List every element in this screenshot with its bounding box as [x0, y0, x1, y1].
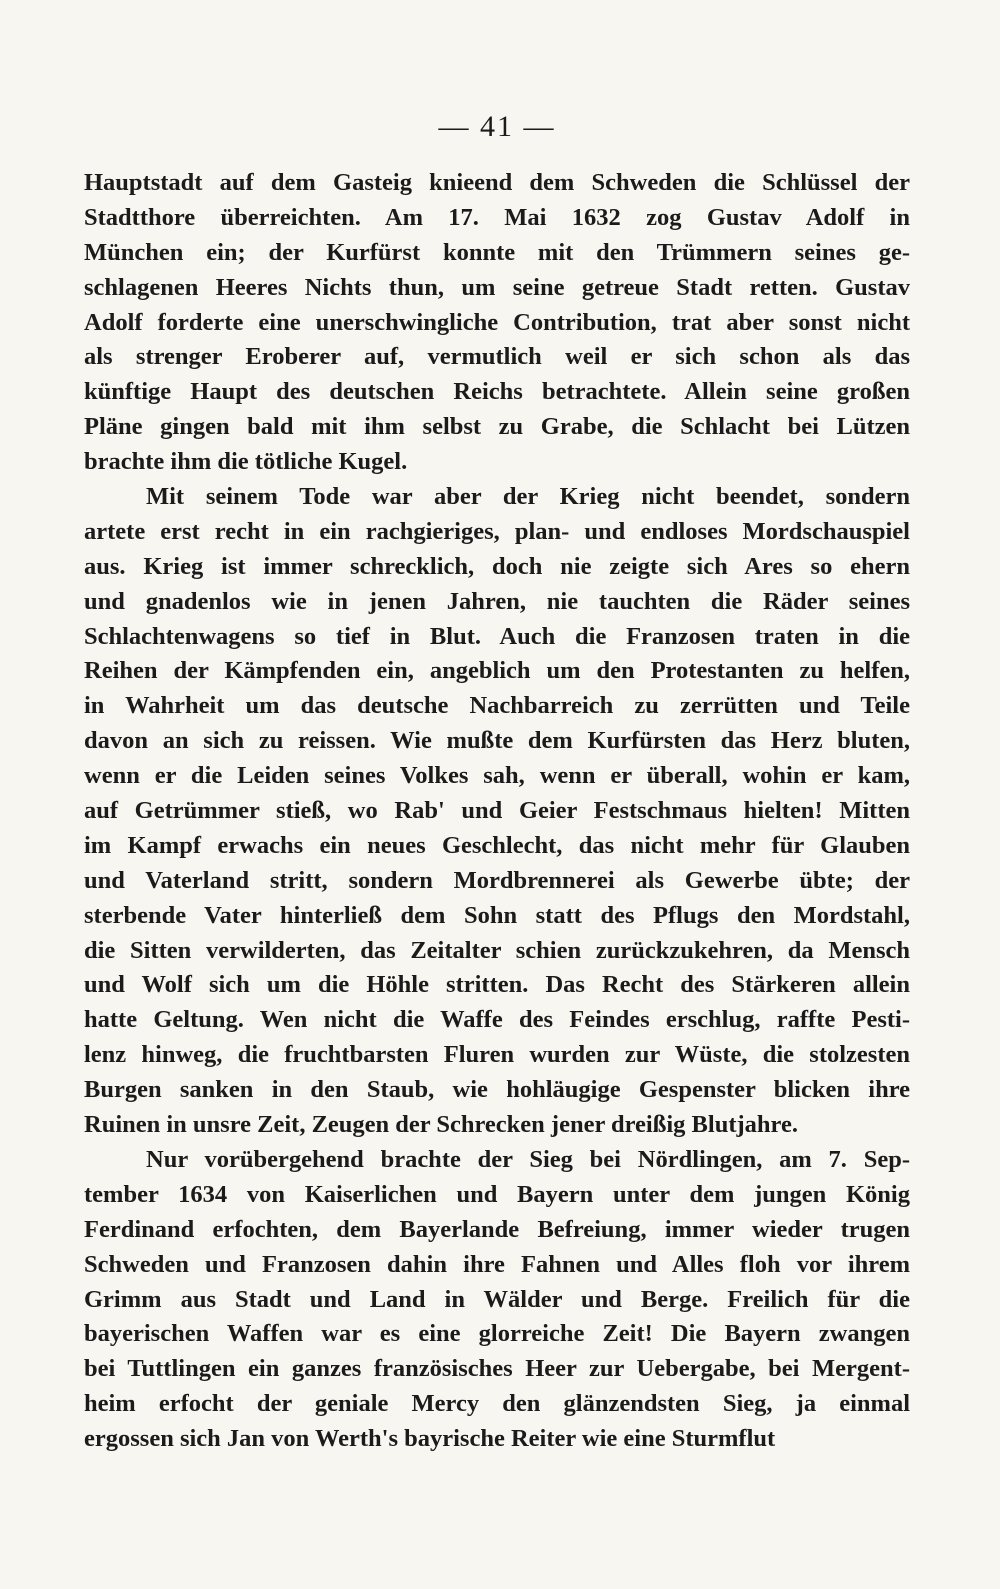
text-line: heim erfocht der geniale Mercy den glänzendsten Sieg, ja einmal — [84, 1390, 910, 1418]
text-line: bayerischen Waffen war es eine glorreiche Zeit! Die Bayern zwangen — [84, 1320, 910, 1348]
text-line: artete erst recht in ein rachgieriges, plan- und endloses Mordschauspiel — [84, 517, 910, 545]
text-line: in Wahrheit um das deutsche Nachbarreich zu zerrütten und Teile — [84, 692, 910, 720]
text-line: München ein; der Kurfürst konnte mit den Trümmern seines ge- — [84, 238, 910, 266]
text-line: und Wolf sich um die Höhle stritten. Das Recht des Stärkeren allein — [84, 971, 910, 999]
text-line: künftige Haupt des deutschen Reichs betrachtete. Allein seine großen — [84, 378, 910, 406]
text-line: und Vaterland stritt, sondern Mordbrennerei als Gewerbe übte; der — [84, 866, 910, 894]
text-line: davon an sich zu reissen. Wie mußte dem Kurfürsten das Herz bluten, — [84, 727, 910, 755]
text-line: Schlachtenwagens so tief in Blut. Auch die Franzosen traten in die — [84, 622, 910, 650]
book-page — [84, 110, 910, 1457]
page-number: — 41 — — [438, 110, 556, 143]
text-line: hatte Geltung. Wen nicht die Waffe des Feindes erschlug, raffte Pesti- — [84, 1006, 910, 1034]
paragraph — [84, 166, 910, 480]
text-line: Ruinen in unsre Zeit, Zeugen der Schrecken jener dreißig Blutjahre. — [84, 1111, 798, 1139]
text-line: Ferdinand erfochten, dem Bayerlande Befreiung, immer wieder trugen — [84, 1215, 910, 1243]
text-line: Grimm aus Stadt und Land in Wälder und Berge. Freilich für die — [84, 1285, 910, 1313]
text-line: Mit seinem Tode war aber der Krieg nicht beendet, sondern — [146, 483, 910, 511]
text-line: ergossen sich Jan von Werth's bayrische Reiter wie eine Sturmflut — [84, 1425, 776, 1453]
body-text — [84, 166, 910, 1457]
text-line: lenz hinweg, die fruchtbarsten Fluren wurden zur Wüste, die stolzesten — [84, 1041, 910, 1069]
text-line: und gnadenlos wie in jenen Jahren, nie tauchten die Räder seines — [84, 587, 910, 615]
paragraph — [84, 480, 910, 1143]
text-line: Reihen der Kämpfenden ein, angeblich um den Protestanten zu helfen, — [84, 657, 910, 685]
text-line: schlagenen Heeres Nichts thun, um seine getreue Stadt retten. Gustav — [84, 273, 910, 301]
text-line: aus. Krieg ist immer schrecklich, doch nie zeigte sich Ares so ehern — [84, 552, 910, 580]
text-line: Hauptstadt auf dem Gasteig knieend dem Schweden die Schlüssel der — [84, 169, 910, 196]
text-line: tember 1634 von Kaiserlichen und Bayern unter dem jungen König — [84, 1180, 910, 1208]
text-line: Adolf forderte eine unerschwingliche Contribution, trat aber sonst nicht — [84, 308, 910, 336]
text-line: im Kampf erwachs ein neues Geschlecht, das nicht mehr für Glauben — [84, 831, 910, 859]
text-line: sterbende Vater hinterließ dem Sohn statt des Pflugs den Mordstahl, — [84, 901, 910, 929]
text-line: Pläne gingen bald mit ihm selbst zu Grabe, die Schlacht bei Lützen — [84, 413, 910, 441]
text-line: Stadtthore überreichten. Am 17. Mai 1632 zog Gustav Adolf in — [84, 203, 910, 231]
text-line: die Sitten verwilderten, das Zeitalter schien zurückzukehren, da Mensch — [84, 936, 910, 964]
paragraph — [84, 1143, 910, 1457]
text-line: bei Tuttlingen ein ganzes französisches Heer zur Uebergabe, bei Mergent- — [84, 1355, 910, 1383]
text-line: Burgen sanken in den Staub, wie hohläugige Gespenster blicken ihre — [84, 1076, 910, 1104]
text-line: Schweden und Franzosen dahin ihre Fahnen und Alles floh vor ihrem — [84, 1250, 910, 1278]
text-line: brachte ihm die tötliche Kugel. — [84, 448, 408, 476]
text-line: wenn er die Leiden seines Volkes sah, wenn er überall, wohin er kam, — [84, 762, 910, 790]
text-line: auf Getrümmer stieß, wo Rab' und Geier Festschmaus hielten! Mitten — [84, 797, 910, 825]
text-line: Nur vorübergehend brachte der Sieg bei Nördlingen, am 7. Sep- — [146, 1145, 910, 1173]
text-line: als strenger Eroberer auf, vermutlich weil er sich schon als das — [84, 343, 910, 371]
